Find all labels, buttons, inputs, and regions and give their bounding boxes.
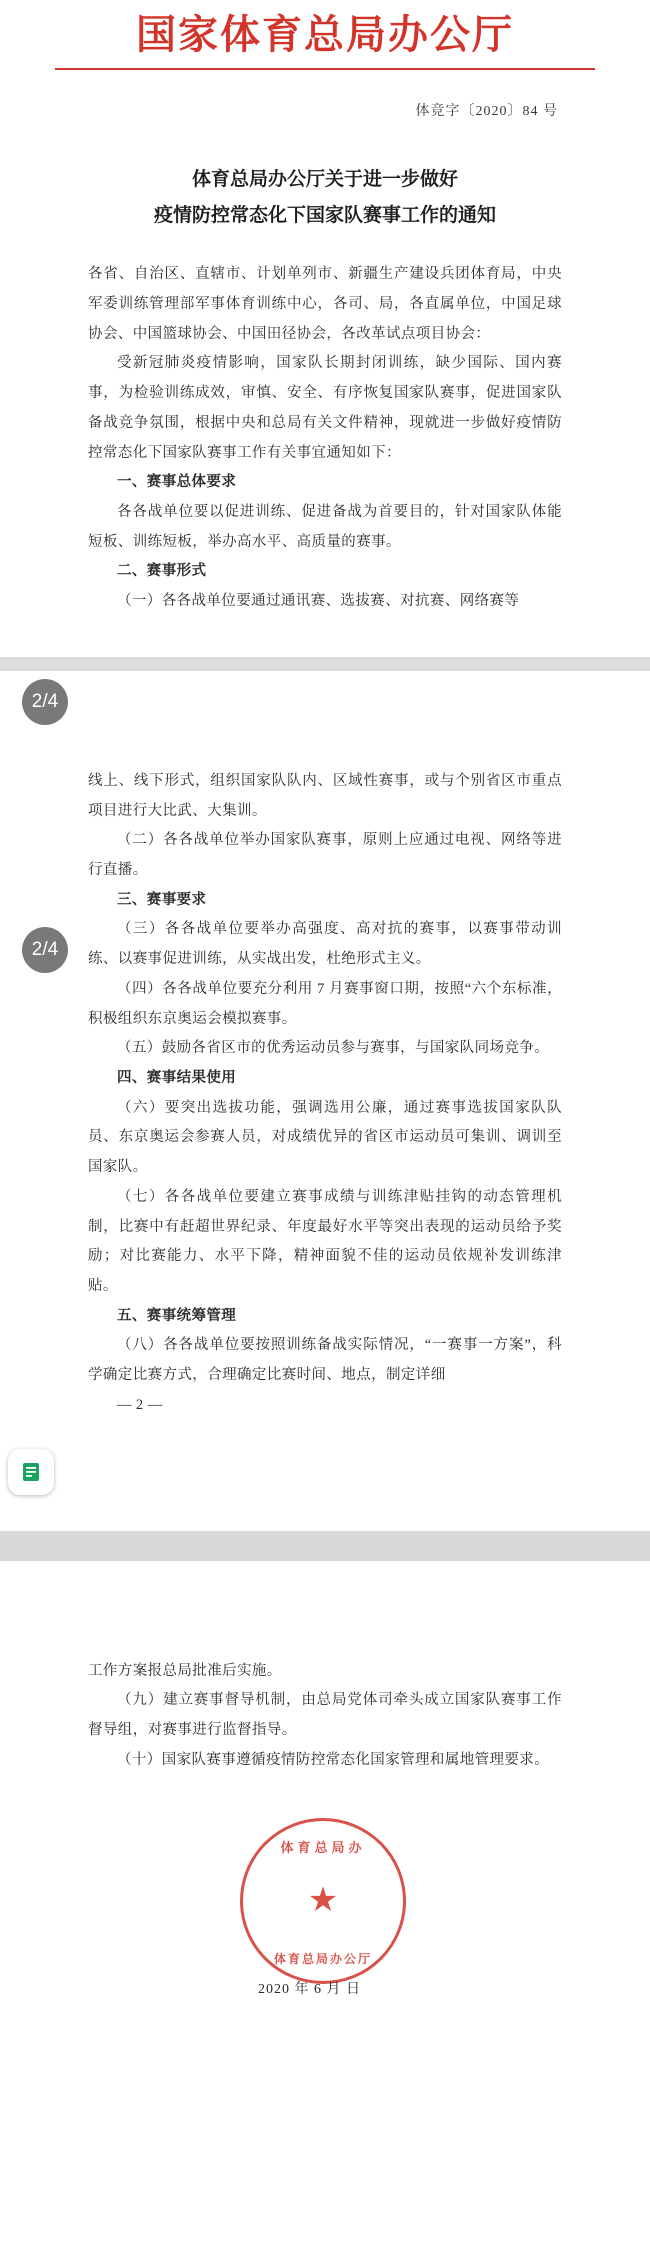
page-2-footer-area [0, 1421, 650, 1531]
section-heading: 五、赛事统筹管理 [117, 1307, 237, 1324]
masthead [0, 0, 650, 74]
paragraph: 各省、自治区、直辖市、计划单列市、新疆生产建设兵团体育局，中央军委训练管理部军事体育训练中心，各司、局，各直属单位，中国足球协会、中国篮球协会、中国田径协会，各改革试点项目协会： [88, 266, 562, 342]
page-title-line-2: 疫情防控常态化下国家队赛事工作的通知 [153, 205, 496, 227]
page-1-body [88, 260, 562, 617]
page-separator-1 [0, 657, 650, 671]
section-heading: 三、赛事要求 [117, 891, 207, 908]
paragraph: 工作方案报总局批准后实施。 [88, 1662, 282, 1679]
page-2-top-spacer [0, 671, 650, 741]
paragraph: 各各战单位要以促进训练、促进备战为首要目的，针对国家队体能短板、训练短板，举办高水平、高质量的赛事。 [88, 503, 562, 550]
paragraph: （一）各各战单位要通过通讯赛、选拔赛、对抗赛、网络赛等 [117, 593, 520, 610]
paragraph: （二）各各战单位举办国家队赛事，原则上应通过电视、网络等进行直播。 [88, 832, 562, 878]
paragraph: 线上、线下形式，组织国家队队内、区域性赛事，或与个别省区市重点项目进行大比武、大集训。 [88, 772, 562, 819]
page-3-body [88, 1657, 562, 1776]
paragraph: （六）要突出选拔功能，强调选用公廉，通过赛事选拔国家队队员、东京奥运会参赛人员，对成绩优异的省区市运动员可集训、调训至国家队。 [88, 1099, 562, 1176]
official-seal-area [0, 1810, 650, 2020]
section-heading: 一、赛事总体要求 [117, 474, 237, 491]
paragraph: （九）建立赛事督导机制，由总局党体司牵头成立国家队赛事工作督导组，对赛事进行监督指导。 [88, 1692, 562, 1739]
paragraph: （四）各各战单位要充分利用 7 月赛事窗口期，按照“六个东标准，积极组织东京奥运会模拟赛事。 [88, 980, 562, 1027]
paragraph: （五）鼓励各省区市的优秀运动员参与赛事，与国家队同场竞争。 [117, 1040, 550, 1057]
page-separator-2 [0, 1531, 650, 1561]
paragraph: （八）各各战单位要按照训练备战实际情况，“一赛事一方案”，科学确定比赛方式，合理确定比赛时间、地点，制定详细 [88, 1337, 562, 1384]
seal-arc-bottom-text: 体育总局办公厅 [273, 1951, 372, 1966]
document-page-3 [0, 1561, 650, 2020]
page-3-top-spacer [0, 1561, 650, 1631]
page-title-line-1: 体育总局办公厅关于进一步做好 [191, 169, 458, 190]
page-indicator-badge[interactable]: 2/4 [22, 927, 68, 973]
section-heading: 二、赛事形式 [117, 563, 207, 580]
page-folio: — 2 — [117, 1396, 163, 1413]
document-number: 体竞字〔2020〕84 号 [415, 104, 558, 119]
seal-date: 2020 年 6 月 日 [258, 1981, 361, 1997]
page-2-body [88, 767, 562, 1421]
document-tool-icon[interactable] [8, 1449, 54, 1495]
page-indicator-badge[interactable]: 2/4 [22, 679, 68, 725]
page-title [70, 162, 580, 234]
paragraph: （三）各各战单位要举办高强度、高对抗的赛事，以赛事带动训练、以赛事促进训练，从实战出发，杜绝形式主义。 [88, 921, 562, 968]
masthead-title: 国家体育总局办公厅 [136, 12, 514, 57]
paragraph: （七）各各战单位要建立赛事成绩与训练津贴挂钩的动态管理机制，比赛中有赶超世界纪录、年度最好水平等突出表现的运动员给予奖励；对比赛能力、水平下降，精神面貌不佳的运动员依规补发训练津贴。 [88, 1188, 562, 1295]
paragraph: （十）国家队赛事遵循疫情防控常态化国家管理和属地管理要求。 [117, 1751, 550, 1768]
paragraph: 受新冠肺炎疫情影响，国家队长期封闭训练，缺少国际、国内赛事，为检验训练成效，审慎、安全、有序恢复国家队赛事，促进国家队备战竞争氛围，根据中央和总局有关文件精神，现就进一步做好疫情防控常态化下国家队赛事工作有关事宜通知如下： [88, 355, 562, 461]
document-page-1 [0, 0, 650, 657]
seal-star-icon: ★ [307, 1881, 339, 1919]
official-seal [240, 1818, 406, 1984]
seal-arc-top-text: 体育总局办 [280, 1839, 366, 1855]
masthead-rule [55, 68, 595, 70]
section-heading: 四、赛事结果使用 [117, 1070, 237, 1086]
document-page-2 [0, 671, 650, 1531]
page-1-bottom-spacer [0, 617, 650, 657]
